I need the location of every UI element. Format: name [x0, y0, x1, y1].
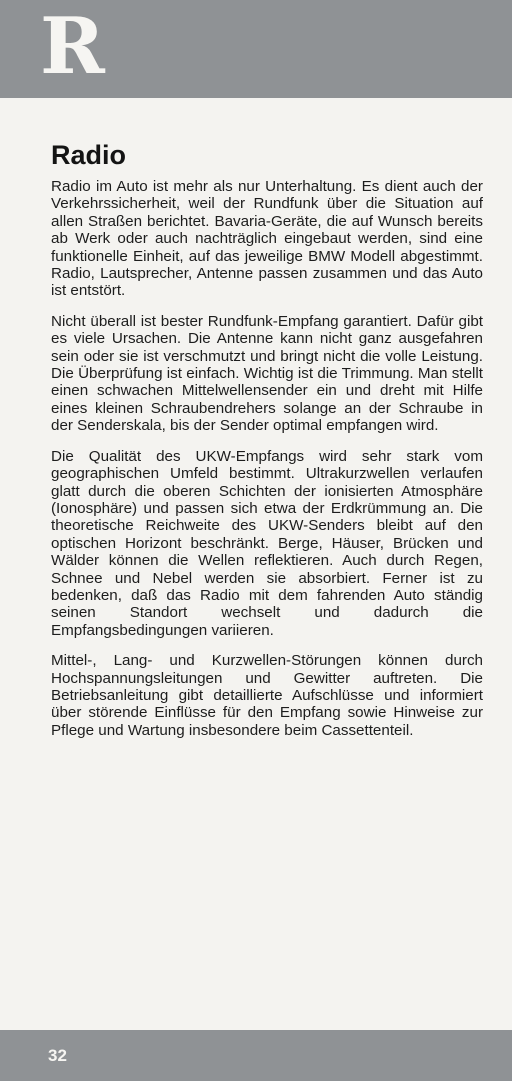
paragraph-reception: Nicht überall ist bester Rundfunk-Empfang garantiert. Dafür gibt es viele Ursachen. Die Antenne kann nicht ganz ausgefahren sein oder sie ist verschmutzt und bringt nicht die volle Leistung. Die Überprüfung ist einfach. Wichtig ist die Trimmung. Man stellt einen schwachen Mittelwellensender ein und dreht mit Hilfe eines kleinen Schraubendrehers solange an der Schraube in der Senderskala, bis der Sender optimal empfangen wird. — [51, 312, 483, 435]
article — [51, 140, 483, 752]
page-number: 32 — [48, 1046, 67, 1065]
paragraph-intro: Radio im Auto ist mehr als nur Unterhaltung. Es dient auch der Verkehrssicherheit, weil der Rundfunk über die Situation auf allen Straßen berichtet. Bavaria-Geräte, die auf Wunsch bereits ab Werk oder auch nachträglich eingebaut werden, sind eine funktionelle Einheit, auf das jeweilige BMW Modell abgestimmt. Radio, Lautsprecher, Antenne passen zusammen und das Auto ist entstört. — [51, 178, 483, 300]
section-letter: R — [40, 1, 105, 92]
paragraph-interference: Mittel-, Lang- und Kurzwellen-Störungen können durch Hochspannungsleitungen und Gewitter auftreten. Die Betriebsanleitung gibt detaillierte Aufschlüsse und informiert über störende Einflüsse für den Empfang sowie Hinweise zur Pflege und Wartung insbesondere beim Cassettenteil. — [51, 652, 483, 739]
footer-band — [0, 1030, 512, 1081]
page-title: Radio — [51, 140, 127, 170]
paragraph-ukw: Die Qualität des UKW-Empfangs wird sehr stark vom geographischen Umfeld bestimmt. Ultrakurzwellen verlaufen glatt durch die oberen Schichten der ionisierten Atmosphäre (Ionosphäre) und passen sich etwa der Erdkrümmung an. Die theoretische Reichweite des UKW-Senders bleibt auf den optischen Horizont beschränkt. Berge, Häuser, Brücken und Wälder können die Wellen reflektieren. Auch durch Regen, Schnee und Nebel werden sie absorbiert. Ferner ist zu bedenken, daß das Radio mit dem fahrenden Auto ständig seinen Standort wechselt und dadurch die Empfangsbedingungen variieren. — [51, 447, 483, 639]
header-band — [0, 0, 512, 98]
